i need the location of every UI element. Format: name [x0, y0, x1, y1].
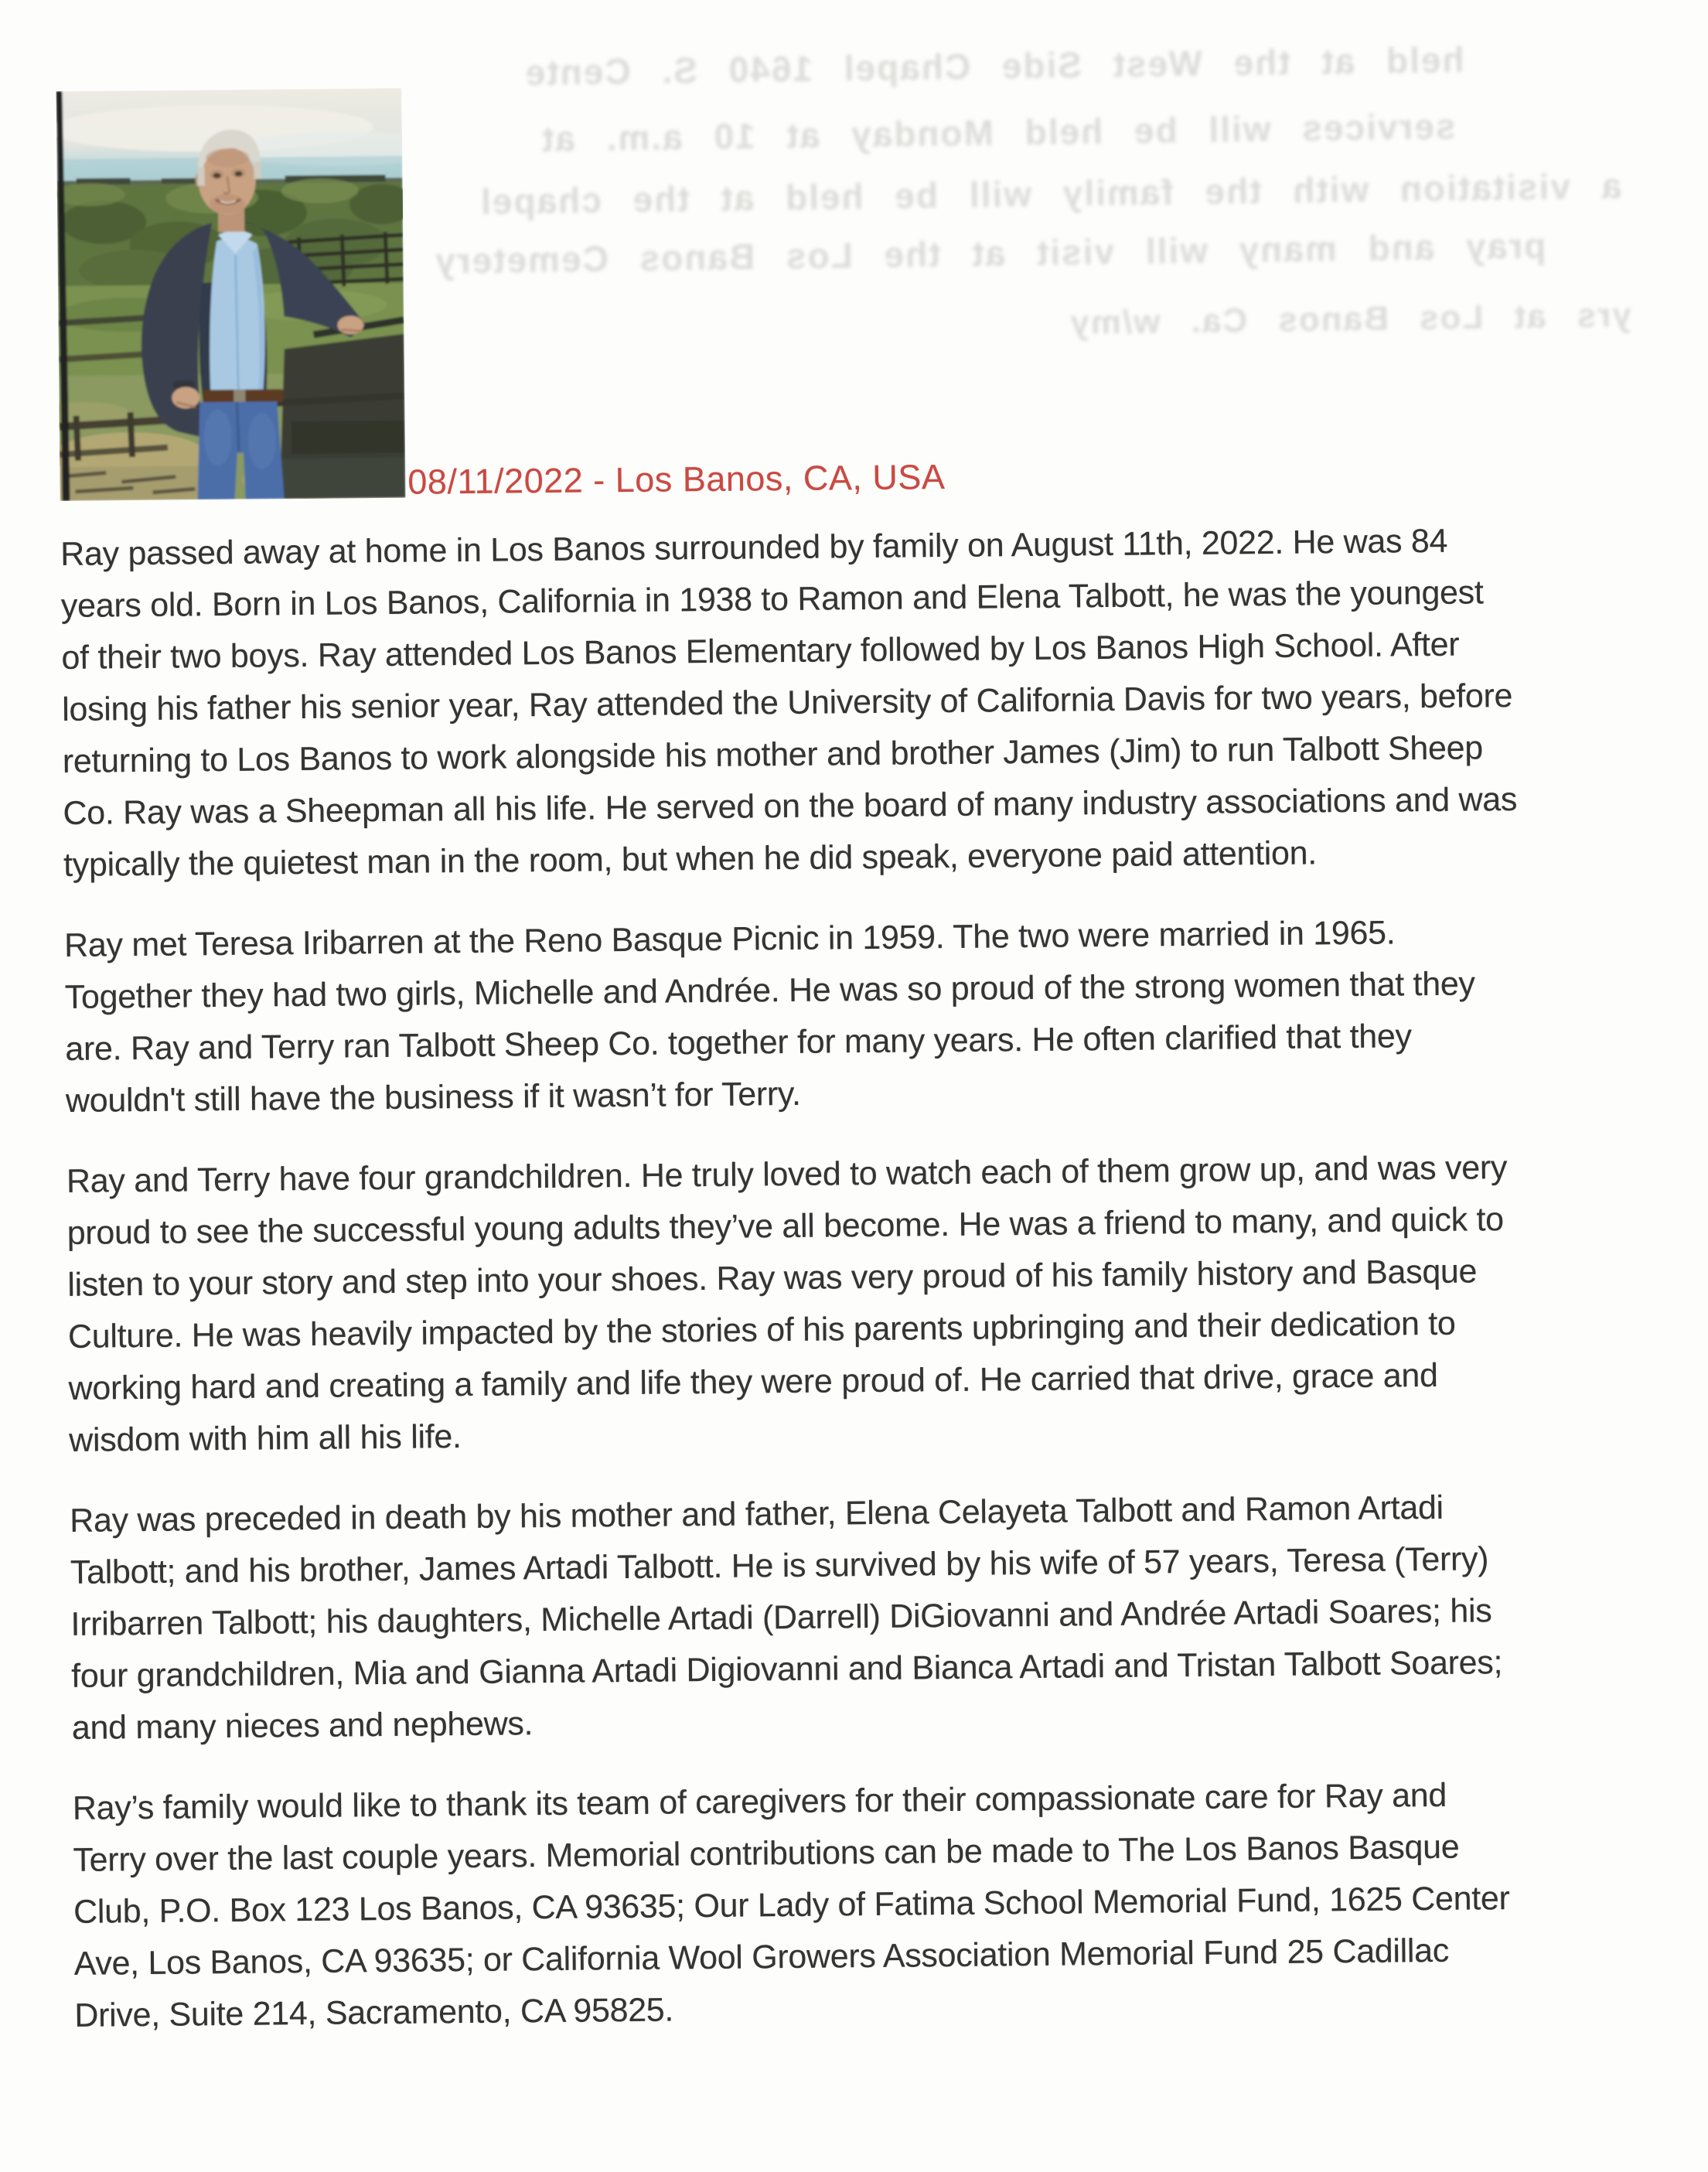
- obituary-line: wisdom with him all his life.: [69, 1418, 462, 1459]
- obituary-paragraph: [70, 1480, 1680, 1754]
- portrait-photo: [56, 88, 406, 501]
- obituary-line: are. Ray and Terry ran Talbott Sheep Co. together for many years. He often clarified that they: [65, 1018, 1412, 1068]
- obituary-line: Ray’s family would like to thank its team of caregivers for their compassionate care for Ray and: [72, 1776, 1447, 1827]
- obituary-line: Together they had two girls, Michelle and Andrée. He was so proud of the strong women that they: [64, 965, 1475, 1016]
- photo-caption-date: 08/11/2022 - Los Banos, CA, USA: [407, 457, 946, 502]
- bleed-through-text: held at the West Side Chapel 1640 S. Cente: [523, 39, 1464, 93]
- obituary-body: [60, 513, 1683, 2071]
- bleed-through-text: a visitation with the family will be held at the chapel: [479, 165, 1622, 222]
- obituary-line: losing his father his senior year, Ray attended the University of California Davis for two years, before: [61, 677, 1513, 728]
- obituary-line: Ray met Teresa Iribarren at the Reno Basque Picnic in 1959. The two were married in 1965.: [63, 914, 1396, 964]
- obituary-line: wouldn't still have the business if it wasn’t for Terry.: [65, 1075, 801, 1120]
- obituary-line: working hard and creating a family and life they were proud of. He carried that drive, grace and: [68, 1356, 1438, 1407]
- obituary-line: Co. Ray was a Sheepman all his life. He served on the board of many industry associations and was: [63, 780, 1518, 832]
- obituary-paragraph: [73, 1768, 1683, 2042]
- obituary-line: Ave, Los Banos, CA 93635; or California Wool Growers Association Memorial Fund 25 Cadillac: [73, 1932, 1450, 1983]
- obituary-line: Ray was preceded in death by his mother and father, Elena Celayeta Talbott and Ramon Artadi: [70, 1488, 1444, 1539]
- obituary-line: Ray passed away at home in Los Banos surrounded by family on August 11th, 2022. He was 84: [60, 522, 1448, 573]
- obituary-line: years old. Born in Los Banos, California in 1938 to Ramon and Elena Talbott, he was the youngest: [60, 574, 1484, 625]
- obituary-line: Irribarren Talbott; his daughters, Michelle Artadi (Darrell) DiGiovanni and Andrée Artadi Soares; his: [70, 1592, 1492, 1643]
- bleed-through-text: services will be held Monday at 10 a.m. at: [540, 106, 1456, 159]
- obituary-line: returning to Los Banos to work alongside his mother and brother James (Jim) to run Talbott Sheep: [62, 729, 1484, 780]
- obituary-line: and many nieces and nephews.: [71, 1705, 534, 1747]
- obituary-line: listen to your story and step into your shoes. Ray was very proud of his family history and Basque: [67, 1253, 1478, 1304]
- obituary-paragraph: [66, 1141, 1678, 1467]
- obituary-paragraph: [60, 513, 1672, 892]
- obituary-line: Culture. He was heavily impacted by the stories of his parents upbringing and their dedication to: [67, 1304, 1456, 1355]
- bleed-through-text: pray and many will visit at the Los Banos Cemetery: [433, 225, 1546, 281]
- portrait-photo-image: [56, 88, 406, 501]
- obituary-paragraph: [64, 905, 1674, 1127]
- obituary-line: of their two boys. Ray attended Los Banos Elementary followed by Los Banos High School. After: [61, 626, 1460, 677]
- obituary-line: four grandchildren, Mia and Gianna Artadi Digiovanni and Bianca Artadi and Tristan Talbott Soares;: [70, 1644, 1503, 1695]
- obituary-line: proud to see the successful young adults they’ve all become. He was a friend to many, and quick to: [66, 1201, 1504, 1252]
- obituary-line: typically the quietest man in the room, but when he did speak, everyone paid attention.: [63, 834, 1318, 884]
- obituary-line: Ray and Terry have four grandchildren. He truly loved to watch each of them grow up, and was very: [66, 1149, 1508, 1200]
- obituary-line: Drive, Suite 214, Sacramento, CA 95825.: [74, 1991, 674, 2034]
- bleed-through-text: yrs at Los Banos Ca. w/my: [1069, 295, 1632, 343]
- obituary-line: Talbott; and his brother, James Artadi Talbott. He is survived by his wife of 57 years, Teresa (Terry): [70, 1540, 1489, 1591]
- obituary-line: Terry over the last couple years. Memorial contributions can be made to The Los Banos Basque: [73, 1828, 1460, 1879]
- obituary-line: Club, P.O. Box 123 Los Banos, CA 93635; Our Lady of Fatima School Memorial Fund, 1625 Center: [73, 1880, 1510, 1931]
